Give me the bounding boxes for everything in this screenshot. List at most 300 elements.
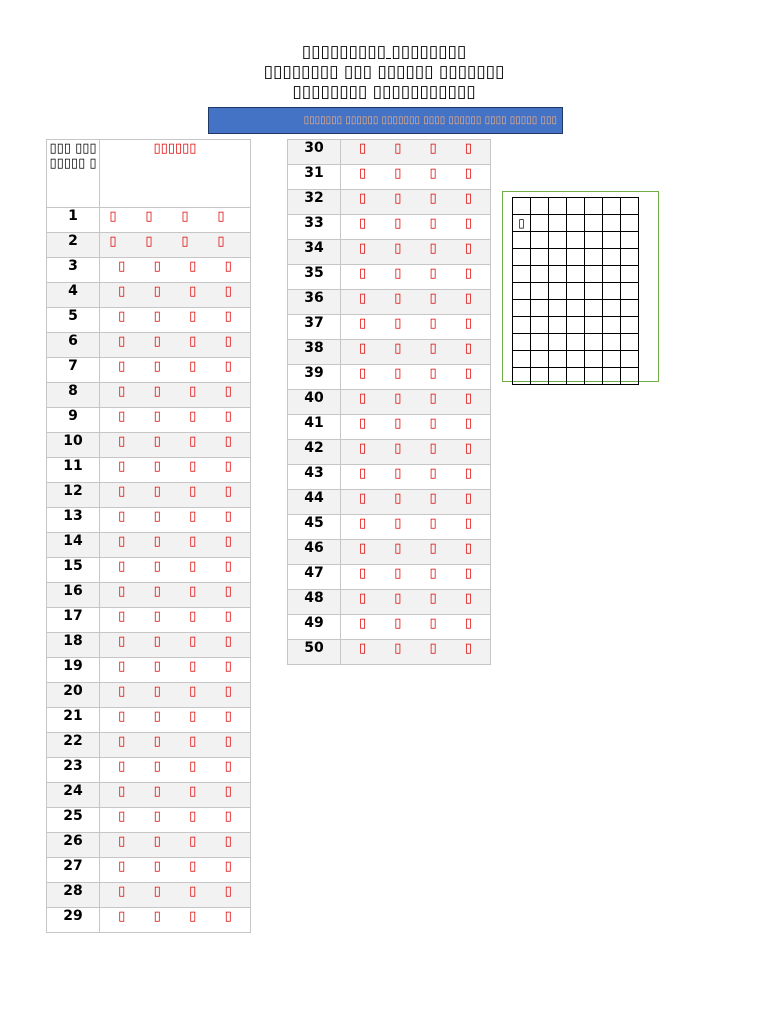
grid-cell: [585, 198, 603, 215]
question-number: 42: [288, 440, 341, 465]
grid-cell: [585, 266, 603, 283]
grid-cell: [567, 300, 585, 317]
answer-choice-box[interactable]: ▯: [359, 416, 367, 431]
answer-choice-box[interactable]: ▯: [224, 359, 232, 374]
answer-choice-box[interactable]: ▯: [189, 809, 197, 824]
answer-choice-box[interactable]: ▯: [224, 409, 232, 424]
answer-choice-box[interactable]: ▯: [464, 491, 472, 506]
question-number: 36: [288, 290, 341, 315]
choice-cell: [100, 208, 251, 233]
answer-choice-box[interactable]: ▯: [429, 316, 437, 331]
answer-choice-box[interactable]: ▯: [429, 466, 437, 481]
choice-cell: [100, 633, 251, 658]
answer-choice-box[interactable]: ▯: [394, 166, 402, 181]
answer-choice-box[interactable]: ▯: [359, 241, 367, 256]
answer-choice-box[interactable]: ▯: [224, 634, 232, 649]
answer-choice-box[interactable]: ▯: [224, 684, 232, 699]
answer-choice-box[interactable]: ▯: [429, 641, 437, 656]
answer-choice-box[interactable]: ▯: [224, 584, 232, 599]
choice-cell: [341, 265, 491, 290]
answer-choice-box[interactable]: ▯: [464, 591, 472, 606]
grid-cell: [549, 215, 567, 232]
choice-cell: [341, 565, 491, 590]
answer-choice-box[interactable]: ▯: [118, 509, 126, 524]
answer-choice-box[interactable]: ▯: [224, 909, 232, 924]
answer-choice-box[interactable]: ▯: [429, 216, 437, 231]
grid-cell: [567, 249, 585, 266]
answer-choice-box[interactable]: ▯: [359, 341, 367, 356]
question-number: 26: [47, 833, 100, 858]
answer-choice-box[interactable]: ▯: [359, 191, 367, 206]
question-number: 18: [47, 633, 100, 658]
answer-choice-box[interactable]: ▯: [394, 466, 402, 481]
answer-choice-box[interactable]: ▯: [189, 559, 197, 574]
choice-cell: [100, 733, 251, 758]
choice-cell: [341, 215, 491, 240]
answer-choice-box[interactable]: ▯: [153, 784, 161, 799]
answer-choice-box[interactable]: ▯: [118, 409, 126, 424]
answer-choice-box[interactable]: ▯: [224, 459, 232, 474]
answer-choice-box[interactable]: ▯: [189, 359, 197, 374]
answer-choice-box[interactable]: ▯: [189, 284, 197, 299]
question-number: 37: [288, 315, 341, 340]
answer-choice-box[interactable]: ▯: [118, 609, 126, 624]
answer-choice-box[interactable]: ▯: [359, 291, 367, 306]
table-row: [47, 258, 251, 283]
question-number: 45: [288, 515, 341, 540]
answer-choice-box[interactable]: ▯: [118, 459, 126, 474]
choice-cell: [100, 308, 251, 333]
answer-choice-box[interactable]: ▯: [224, 484, 232, 499]
answer-choice-box[interactable]: ▯: [359, 616, 367, 631]
answer-choice-box[interactable]: ▯: [153, 584, 161, 599]
answer-choice-box[interactable]: ▯: [224, 334, 232, 349]
answer-choice-box[interactable]: ▯: [153, 709, 161, 724]
grid-cell: [621, 351, 639, 368]
answer-choice-box[interactable]: ▯: [189, 659, 197, 674]
answer-choice-box[interactable]: ▯: [118, 659, 126, 674]
answer-choice-box[interactable]: ▯: [464, 441, 472, 456]
answer-choice-box[interactable]: ▯: [224, 434, 232, 449]
question-number: 15: [47, 558, 100, 583]
answer-choice-box[interactable]: ▯: [189, 459, 197, 474]
answer-choice-box[interactable]: ▯: [118, 584, 126, 599]
answer-choice-box[interactable]: ▯: [118, 784, 126, 799]
grid-cell: [567, 266, 585, 283]
table-row: [47, 658, 251, 683]
score-grid: [512, 197, 639, 385]
answer-choice-box[interactable]: ▯: [394, 266, 402, 281]
table-row: [47, 533, 251, 558]
answer-choice-box[interactable]: ▯: [118, 359, 126, 374]
answer-choice-box[interactable]: ▯: [189, 734, 197, 749]
answer-choice-box[interactable]: ▯: [429, 166, 437, 181]
grid-cell: [621, 283, 639, 300]
answer-choice-box[interactable]: ▯: [359, 391, 367, 406]
answer-choice-box[interactable]: ▯: [217, 209, 225, 224]
answer-choice-box[interactable]: ▯: [429, 491, 437, 506]
answer-choice-box[interactable]: ▯: [429, 266, 437, 281]
answer-choice-box[interactable]: ▯: [359, 516, 367, 531]
answer-choice-box[interactable]: ▯: [394, 341, 402, 356]
answer-choice-box[interactable]: ▯: [464, 391, 472, 406]
grid-row: [513, 351, 639, 368]
answer-choice-box[interactable]: ▯: [429, 566, 437, 581]
answer-choice-box[interactable]: ▯: [118, 484, 126, 499]
answer-choice-box[interactable]: ▯: [153, 684, 161, 699]
answer-choice-box[interactable]: ▯: [464, 366, 472, 381]
answer-choice-box[interactable]: ▯: [118, 684, 126, 699]
answer-choice-box[interactable]: ▯: [153, 409, 161, 424]
answer-choice-box[interactable]: ▯: [464, 141, 472, 156]
answer-choice-box[interactable]: ▯: [224, 659, 232, 674]
answer-choice-box[interactable]: ▯: [189, 334, 197, 349]
answer-choice-box[interactable]: ▯: [189, 259, 197, 274]
answer-choice-box[interactable]: ▯: [224, 859, 232, 874]
answer-choice-box[interactable]: ▯: [359, 266, 367, 281]
table-row: [288, 540, 491, 565]
answer-choice-box[interactable]: ▯: [224, 884, 232, 899]
answer-choice-box[interactable]: ▯: [359, 441, 367, 456]
choice-cell: [100, 708, 251, 733]
answer-choice-box[interactable]: ▯: [429, 291, 437, 306]
answer-choice-box[interactable]: ▯: [189, 409, 197, 424]
answer-choice-box[interactable]: ▯: [153, 434, 161, 449]
answer-choice-box[interactable]: ▯: [359, 141, 367, 156]
question-number: 32: [288, 190, 341, 215]
answer-choice-box[interactable]: ▯: [153, 259, 161, 274]
table-row: [288, 415, 491, 440]
answer-choice-box[interactable]: ▯: [118, 909, 126, 924]
grid-cell: [549, 283, 567, 300]
answer-choice-box[interactable]: ▯: [429, 616, 437, 631]
answer-choice-box[interactable]: ▯: [189, 909, 197, 924]
answer-choice-box[interactable]: ▯: [224, 784, 232, 799]
choice-cell: [100, 358, 251, 383]
answer-choice-box[interactable]: ▯: [429, 391, 437, 406]
answer-choice-box[interactable]: ▯: [181, 209, 189, 224]
answer-choice-box[interactable]: ▯: [359, 566, 367, 581]
answer-choice-box[interactable]: ▯: [189, 759, 197, 774]
answer-choice-box[interactable]: ▯: [189, 834, 197, 849]
answer-choice-box[interactable]: ▯: [464, 241, 472, 256]
answer-choice-box[interactable]: ▯: [464, 416, 472, 431]
header-choices-label: ▯▯▯▯▯▯: [153, 141, 197, 156]
answer-choice-box[interactable]: ▯: [118, 534, 126, 549]
question-number: 17: [47, 608, 100, 633]
question-number: 27: [47, 858, 100, 883]
answer-choice-box[interactable]: ▯: [189, 509, 197, 524]
answer-choice-box[interactable]: ▯: [224, 259, 232, 274]
grid-row: [513, 368, 639, 385]
answer-choice-box[interactable]: ▯: [394, 441, 402, 456]
instructions-banner: [208, 107, 563, 134]
grid-cell: [531, 266, 549, 283]
answer-choice-box[interactable]: ▯: [394, 591, 402, 606]
answer-choice-box[interactable]: ▯: [464, 291, 472, 306]
answer-choice-box[interactable]: ▯: [153, 309, 161, 324]
answer-choice-box[interactable]: ▯: [217, 234, 225, 249]
question-number: 2: [47, 233, 100, 258]
answer-choice-box[interactable]: ▯: [153, 359, 161, 374]
answer-choice-box[interactable]: ▯: [189, 609, 197, 624]
grid-cell: [621, 232, 639, 249]
table-row: [288, 290, 491, 315]
grid-cell: [585, 334, 603, 351]
table-row: [288, 315, 491, 340]
answer-choice-box[interactable]: ▯: [153, 659, 161, 674]
answer-choice-box[interactable]: ▯: [153, 809, 161, 824]
answer-choice-box[interactable]: ▯: [224, 834, 232, 849]
choice-cell: [341, 415, 491, 440]
grid-cell: [531, 317, 549, 334]
answer-choice-box[interactable]: ▯: [224, 759, 232, 774]
table-row: [288, 390, 491, 415]
answer-choice-box[interactable]: ▯: [464, 191, 472, 206]
answer-choice-box[interactable]: ▯: [118, 884, 126, 899]
answer-choice-box[interactable]: ▯: [189, 709, 197, 724]
table-row: [47, 608, 251, 633]
answer-choice-box[interactable]: ▯: [394, 291, 402, 306]
answer-choice-box[interactable]: ▯: [394, 416, 402, 431]
answer-choice-box[interactable]: ▯: [394, 366, 402, 381]
answer-choice-box[interactable]: ▯: [153, 834, 161, 849]
answer-choice-box[interactable]: ▯: [181, 234, 189, 249]
answer-choice-box[interactable]: ▯: [359, 316, 367, 331]
answer-choice-box[interactable]: ▯: [464, 316, 472, 331]
grid-cell: [585, 368, 603, 385]
grid-cell: [567, 317, 585, 334]
answer-choice-box[interactable]: ▯: [429, 191, 437, 206]
answer-choice-box[interactable]: ▯: [429, 541, 437, 556]
grid-cell: [549, 368, 567, 385]
answer-choice-box[interactable]: ▯: [153, 909, 161, 924]
grid-cell: [621, 198, 639, 215]
answer-choice-box[interactable]: ▯: [189, 859, 197, 874]
question-number: 16: [47, 583, 100, 608]
choice-cell: [341, 290, 491, 315]
question-number: 10: [47, 433, 100, 458]
answer-choice-box[interactable]: ▯: [224, 534, 232, 549]
answer-choice-box[interactable]: ▯: [394, 241, 402, 256]
answer-choice-box[interactable]: ▯: [429, 591, 437, 606]
question-number: 34: [288, 240, 341, 265]
question-number: 3: [47, 258, 100, 283]
choice-cell: [100, 858, 251, 883]
grid-cell: [531, 232, 549, 249]
answer-choice-box[interactable]: ▯: [394, 641, 402, 656]
answer-choice-box[interactable]: ▯: [118, 384, 126, 399]
answer-choice-box[interactable]: ▯: [153, 534, 161, 549]
answer-choice-box[interactable]: ▯: [224, 609, 232, 624]
answer-choice-box[interactable]: ▯: [429, 416, 437, 431]
answer-choice-box[interactable]: ▯: [464, 216, 472, 231]
answer-choice-box[interactable]: ▯: [118, 559, 126, 574]
answer-choice-box[interactable]: ▯: [464, 541, 472, 556]
table-row: [47, 233, 251, 258]
answer-choice-box[interactable]: ▯: [464, 341, 472, 356]
question-number: 13: [47, 508, 100, 533]
choice-cell: [341, 190, 491, 215]
answer-choice-box[interactable]: ▯: [118, 284, 126, 299]
table-row: [47, 483, 251, 508]
answer-choice-box[interactable]: ▯: [118, 759, 126, 774]
answer-choice-box[interactable]: ▯: [189, 634, 197, 649]
question-number: 5: [47, 308, 100, 333]
answer-choice-box[interactable]: ▯: [464, 466, 472, 481]
choice-cell: [341, 515, 491, 540]
answer-choice-box[interactable]: ▯: [153, 884, 161, 899]
answer-choice-box[interactable]: ▯: [359, 541, 367, 556]
answer-choice-box[interactable]: ▯: [145, 209, 153, 224]
grid-cell: [513, 198, 531, 215]
answer-choice-box[interactable]: ▯: [118, 734, 126, 749]
choice-cell: [341, 340, 491, 365]
answer-choice-box[interactable]: ▯: [118, 309, 126, 324]
answer-choice-box[interactable]: ▯: [224, 284, 232, 299]
answer-choice-box[interactable]: ▯: [394, 616, 402, 631]
table-row: [47, 208, 251, 233]
answer-choice-box[interactable]: ▯: [109, 209, 117, 224]
choice-cell: [100, 458, 251, 483]
answer-choice-box[interactable]: ▯: [359, 491, 367, 506]
grid-cell: [531, 351, 549, 368]
grid-cell: [603, 198, 621, 215]
grid-row: [513, 232, 639, 249]
answer-choice-box[interactable]: ▯: [394, 216, 402, 231]
grid-cell: [603, 283, 621, 300]
answer-choice-box[interactable]: ▯: [224, 384, 232, 399]
table-row: [47, 683, 251, 708]
answer-choice-box[interactable]: ▯: [394, 316, 402, 331]
answer-choice-box[interactable]: ▯: [153, 484, 161, 499]
answer-choice-box[interactable]: ▯: [359, 366, 367, 381]
grid-cell: [513, 300, 531, 317]
answer-choice-box[interactable]: ▯: [189, 384, 197, 399]
table-row: [47, 333, 251, 358]
answer-choice-box[interactable]: ▯: [153, 384, 161, 399]
answer-choice-box[interactable]: ▯: [153, 759, 161, 774]
answer-choice-box[interactable]: ▯: [189, 534, 197, 549]
grid-cell: [603, 317, 621, 334]
question-number: 11: [47, 458, 100, 483]
answer-choice-box[interactable]: ▯: [153, 284, 161, 299]
answer-choice-box[interactable]: ▯: [189, 309, 197, 324]
answer-choice-box[interactable]: ▯: [394, 391, 402, 406]
answer-choice-box[interactable]: ▯: [359, 466, 367, 481]
choice-cell: [100, 383, 251, 408]
answer-choice-box[interactable]: ▯: [224, 809, 232, 824]
answer-choice-box[interactable]: ▯: [153, 859, 161, 874]
question-number: 30: [288, 140, 341, 165]
grid-row: [513, 317, 639, 334]
table-row: [288, 365, 491, 390]
answer-choice-box[interactable]: ▯: [118, 434, 126, 449]
answer-choice-box[interactable]: ▯: [394, 141, 402, 156]
answer-choice-box[interactable]: ▯: [464, 566, 472, 581]
question-number: 22: [47, 733, 100, 758]
table-row: [288, 515, 491, 540]
answer-choice-box[interactable]: ▯: [118, 709, 126, 724]
grid-cell: [621, 300, 639, 317]
answer-choice-box[interactable]: ▯: [224, 309, 232, 324]
choice-cell: [100, 883, 251, 908]
answer-choice-box[interactable]: ▯: [189, 484, 197, 499]
answer-choice-box[interactable]: ▯: [394, 566, 402, 581]
answer-choice-box[interactable]: ▯: [153, 559, 161, 574]
answer-choice-box[interactable]: ▯: [153, 334, 161, 349]
table-row: [47, 508, 251, 533]
answer-choice-box[interactable]: ▯: [153, 734, 161, 749]
question-number: 20: [47, 683, 100, 708]
answer-choice-box[interactable]: ▯: [394, 541, 402, 556]
answer-choice-box[interactable]: ▯: [429, 516, 437, 531]
question-number: 33: [288, 215, 341, 240]
answer-choice-box[interactable]: ▯: [153, 634, 161, 649]
grid-cell: [621, 368, 639, 385]
answer-choice-box[interactable]: ▯: [118, 634, 126, 649]
question-number: 29: [47, 908, 100, 933]
answer-choice-box[interactable]: ▯: [224, 509, 232, 524]
answer-choice-box[interactable]: ▯: [359, 591, 367, 606]
question-number: 44: [288, 490, 341, 515]
answer-choice-box[interactable]: ▯: [464, 266, 472, 281]
answer-choice-box[interactable]: ▯: [429, 241, 437, 256]
answer-choice-box[interactable]: ▯: [153, 509, 161, 524]
answer-choice-box[interactable]: ▯: [118, 859, 126, 874]
grid-row: [513, 215, 639, 232]
answer-choice-box[interactable]: ▯: [464, 616, 472, 631]
answer-choice-box[interactable]: ▯: [429, 441, 437, 456]
answer-choice-box[interactable]: ▯: [224, 709, 232, 724]
answer-choice-box[interactable]: ▯: [394, 491, 402, 506]
answer-choice-box[interactable]: ▯: [189, 784, 197, 799]
answer-choice-box[interactable]: ▯: [224, 559, 232, 574]
table-header-row: [47, 140, 251, 208]
answer-choice-box[interactable]: ▯: [109, 234, 117, 249]
choice-cell: [100, 833, 251, 858]
answer-choice-box[interactable]: ▯: [359, 216, 367, 231]
answer-choice-box[interactable]: ▯: [118, 334, 126, 349]
answer-choice-box[interactable]: ▯: [429, 341, 437, 356]
answer-choice-box[interactable]: ▯: [464, 166, 472, 181]
answer-choice-box[interactable]: ▯: [118, 259, 126, 274]
answer-choice-box[interactable]: ▯: [153, 609, 161, 624]
table-row: [47, 458, 251, 483]
answer-choice-box[interactable]: ▯: [153, 459, 161, 474]
answer-choice-box[interactable]: ▯: [359, 641, 367, 656]
answer-choice-box[interactable]: ▯: [394, 516, 402, 531]
title-line-2: ▯▯▯▯▯▯▯▯ ▯▯▯ ▯▯▯▯▯▯ ▯▯▯▯▯▯▯: [263, 62, 505, 82]
grid-cell: [549, 232, 567, 249]
answer-choice-box[interactable]: ▯: [224, 734, 232, 749]
answer-choice-box[interactable]: ▯: [189, 434, 197, 449]
grid-cell: [513, 351, 531, 368]
answer-choice-box[interactable]: ▯: [118, 809, 126, 824]
answer-choice-box[interactable]: ▯: [464, 641, 472, 656]
answer-choice-box[interactable]: ▯: [429, 366, 437, 381]
answer-choice-box[interactable]: ▯: [118, 834, 126, 849]
answer-choice-box[interactable]: ▯: [359, 166, 367, 181]
answer-choice-box[interactable]: ▯: [189, 584, 197, 599]
answer-choice-box[interactable]: ▯: [394, 191, 402, 206]
answer-choice-box[interactable]: ▯: [189, 884, 197, 899]
answer-choice-box[interactable]: ▯: [429, 141, 437, 156]
answer-choice-box[interactable]: ▯: [189, 684, 197, 699]
answer-choice-box[interactable]: ▯: [464, 516, 472, 531]
answer-choice-box[interactable]: ▯: [145, 234, 153, 249]
choice-cell: [100, 258, 251, 283]
